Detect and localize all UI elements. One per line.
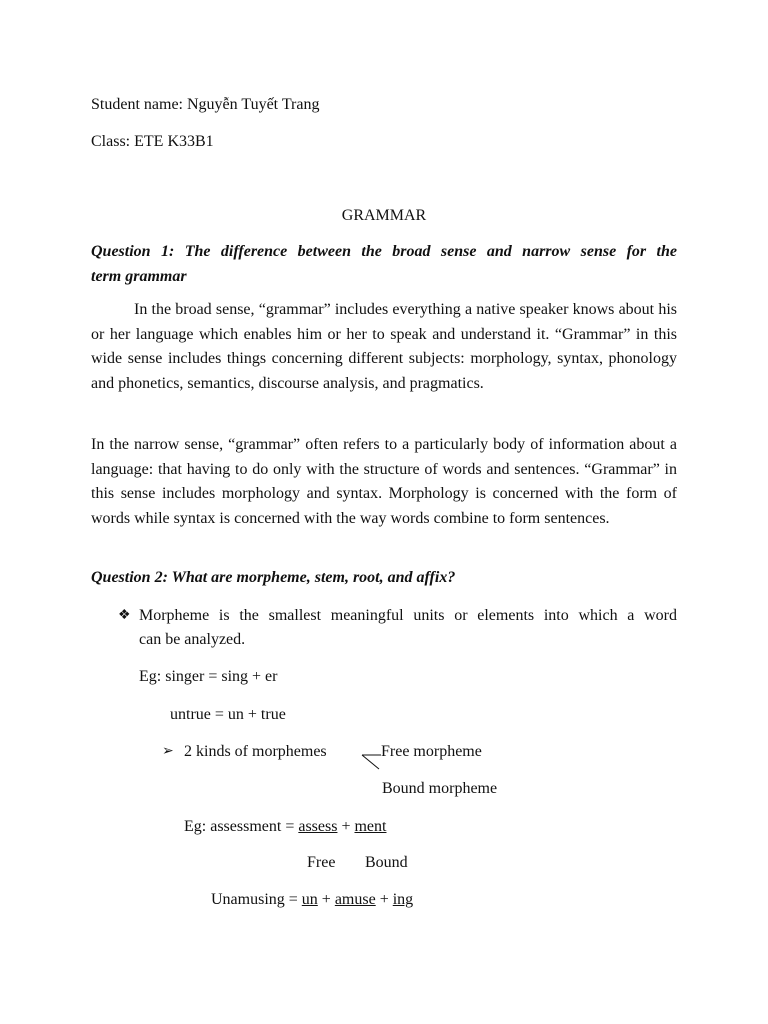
example-assessment-free-part: assess (298, 818, 338, 835)
example-unamusing-part-ing: ing (392, 891, 414, 908)
free-morpheme-label: Free morpheme (381, 743, 482, 760)
class-line: Class: ETE K33B1 (91, 133, 214, 150)
example-assessment (184, 817, 386, 837)
bound-morpheme-label: Bound morpheme (382, 780, 498, 797)
example-unamusing-part-un: un (301, 891, 318, 908)
morpheme-definition-line2: can be analyzed. (139, 631, 246, 648)
question1-paragraph-broad: In the broad sense, “grammar” includes everything a native speaker knows about his or her language which enables him or her to speak and understand it. “Grammar” in this wide sense includes things concerning different subjects: morphology, syntax, phonology and phonetics, semantics, discourse analysis, and pragmatics. (91, 301, 677, 392)
question1-heading-line2: term grammar (91, 268, 187, 285)
example-unamusing (211, 890, 413, 910)
document-title: GRAMMAR (341, 207, 427, 224)
example-assessment-plus: + (337, 818, 355, 835)
arrow-bullet-icon: ➢ (162, 744, 174, 759)
example-unamusing-plus2: + (375, 891, 393, 908)
kinds-of-morphemes-label: 2 kinds of morphemes (184, 743, 327, 760)
example-unamusing-plus1: + (317, 891, 335, 908)
label-bound: Bound (365, 854, 408, 871)
question1-heading-line1: Question 1: The difference between the broad sense and narrow sense for the (91, 243, 677, 260)
question2-heading: Question 2: What are morpheme, stem, root, and affix? (91, 569, 456, 586)
example-assessment-bound-part: ment (354, 818, 387, 835)
example-untrue: untrue = un + true (170, 706, 286, 723)
example-unamusing-prefix: Unamusing = (211, 891, 302, 908)
example-singer: Eg: singer = sing + er (139, 668, 278, 685)
diamond-bullet-icon: ❖ (118, 608, 131, 623)
morpheme-definition-line1: Morpheme is the smallest meaningful units or elements into which a word (139, 607, 677, 624)
label-free: Free (307, 854, 336, 871)
example-assessment-prefix: Eg: assessment = (184, 818, 299, 835)
student-name-line: Student name: Nguyễn Tuyết Trang (91, 96, 320, 113)
example-unamusing-part-amuse: amuse (334, 891, 376, 908)
question1-paragraph-narrow: In the narrow sense, “grammar” often refers to a particularly body of information about a language: that having to do only with the structure of words and sentences. “Grammar” in this sense includes morphology and syntax. Morphology is concerned with the form of words while syntax is concerned with the way words combine to form sentences. (91, 436, 677, 527)
